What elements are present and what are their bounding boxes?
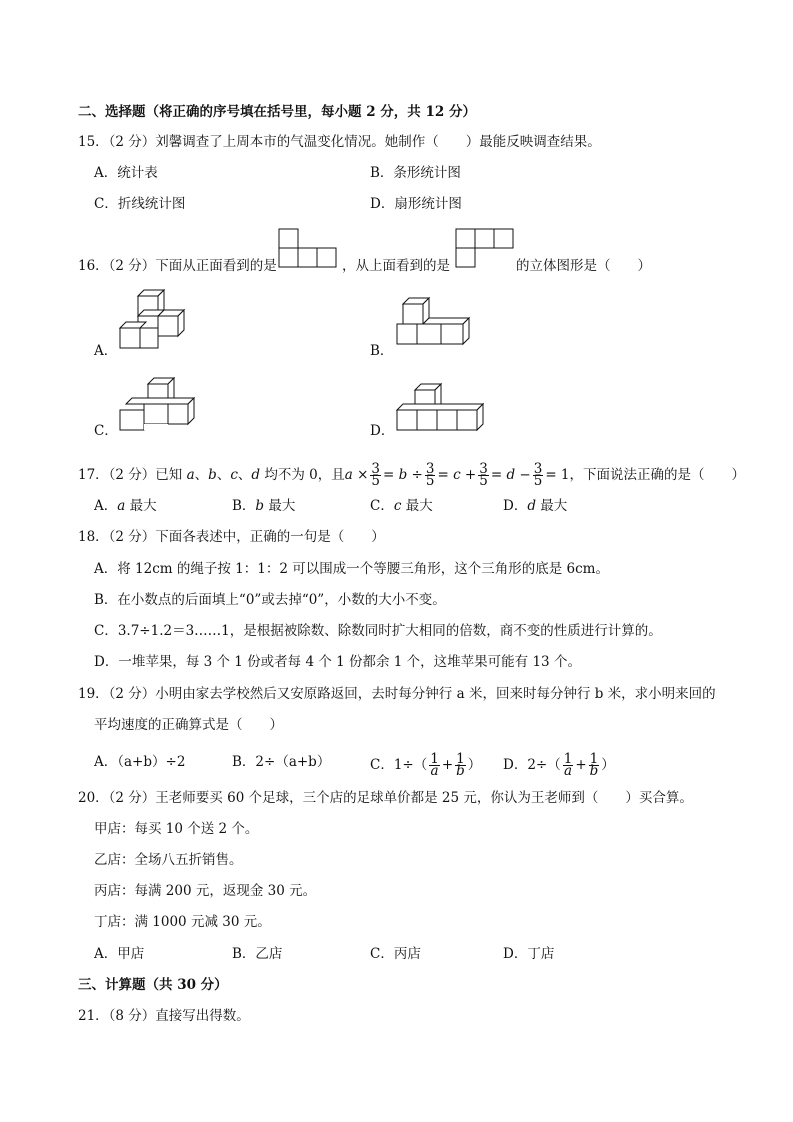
q20-shop-bing: 丙店：每满 200 元，返现金 30 元。	[94, 883, 317, 899]
question-16-stem-part3: 的立体图形是（ ）	[516, 258, 651, 274]
q17-var-a: a	[186, 467, 195, 483]
q15-option-b: B．条形统计图	[370, 165, 461, 181]
q15-option-d: D．扇形统计图	[370, 196, 462, 212]
question-17-stem: 17．（2 分）已知 a、b、c、d 均不为 0，且a × $\frac{3}{5}$ = b ÷ $\frac{3}{5}$ = c + $\frac{3}{5}$ = d − $\frac{3}{5}$ = 1，下面说法正确的是（ ）	[78, 461, 746, 489]
q16-option-c-label: C．	[94, 423, 118, 439]
q17-var-d: d	[251, 467, 261, 483]
q20-option-d: D．丁店	[503, 946, 555, 962]
question-16-stem-part2: ，从上面看到的是	[342, 258, 450, 274]
q16-option-b-cubes	[395, 296, 475, 354]
q20-option-c: C．丙店	[370, 946, 421, 962]
question-16-stem-part1: 16．（2 分）下面从正面看到的是	[78, 258, 277, 274]
question-20-stem: 20．（2 分）王老师要买 60 个足球，三个店的足球单价都是 25 元，你认为王老师到（ ）买合算。	[78, 790, 693, 806]
q17-eq-c: c	[453, 467, 461, 483]
q17-frac-2: $\frac{3}{5}$	[425, 461, 435, 489]
q17-eq-end: = 1，下面说法正确的是（ ）	[545, 467, 746, 483]
q17-option-b: B．b 最大	[232, 498, 296, 514]
q17-option-a: A．a 最大	[94, 498, 157, 514]
question-19-stem-line2: 平均速度的正确算式是（ ）	[94, 717, 283, 733]
q17-option-d: D．d 最大	[503, 498, 568, 514]
q18-option-c: C．3.7÷1.2＝3……1，是根据被除数、除数同时扩大相同的倍数，商不变的性质进行计算的。	[94, 623, 662, 639]
q18-option-a: A．将 12cm 的绳子按 1：1：2 可以围成一个等腰三角形，这个三角形的底是 6cm。	[94, 561, 609, 577]
q19-option-d: D．2÷（ $\frac{1}{a}$ + $\frac{1}{b}$ ）	[503, 751, 615, 779]
question-15-stem: 15．（2 分）刘馨调查了上周本市的气温变化情况。她制作（ ）最能反映调查结果。	[78, 134, 601, 150]
q17-frac-1: $\frac{3}{5}$	[371, 461, 380, 489]
q17-eq-b: b	[398, 467, 408, 483]
q20-option-b: B．乙店	[232, 946, 283, 962]
q16-option-a-cubes	[118, 290, 190, 354]
q17-option-c: C．c 最大	[370, 498, 433, 514]
q16-option-d-cubes	[395, 384, 487, 434]
q16-option-a-label: A．	[94, 343, 118, 359]
q20-shop-yi: 乙店：全场八五折销售。	[94, 852, 243, 868]
q16-option-b-label: B．	[370, 343, 394, 359]
q15-option-c: C．折线统计图	[94, 196, 186, 212]
q17-var-c: c	[230, 467, 238, 483]
q16-option-d-label: D．	[370, 423, 395, 439]
q20-shop-ding: 丁店：满 1000 元减 30 元。	[94, 914, 271, 930]
section-title-calculation: 三、计算题（共 30 分）	[78, 977, 228, 993]
question-19-stem-line1: 19．（2 分）小明由家去学校然后又安原路返回，去时每分钟行 a 米，回来时每分钟行 b 米，求小明来回的	[78, 686, 716, 702]
q17-stem-a: 17．（2 分）已知	[78, 467, 187, 483]
q17-stem-b: 均不为 0，且	[264, 467, 345, 483]
q19-option-a: A．（a+b）÷2	[94, 754, 186, 770]
q20-option-a: A．甲店	[94, 946, 145, 962]
top-view-figure	[456, 229, 518, 269]
q15-option-a: A．统计表	[94, 165, 158, 181]
q17-var-b: b	[208, 467, 217, 483]
q18-option-d: D．一堆苹果，每 3 个 1 份或者每 4 个 1 份都余 1 个，这堆苹果可能有 13 个。	[94, 654, 581, 670]
q18-option-b: B．在小数点的后面填上“0”或去掉“0”，小数的大小不变。	[94, 592, 446, 608]
question-21-stem: 21．（8 分）直接写出得数。	[78, 1008, 250, 1024]
q19-option-c: C．1÷（ $\frac{1}{a}$ + $\frac{1}{b}$ ）	[370, 751, 482, 779]
q16-option-c-cubes	[118, 378, 200, 434]
q19-option-b: B．2÷（a+b）	[232, 754, 331, 770]
q17-eq-d: d	[506, 467, 516, 483]
section-title-choice: 二、选择题（将正确的序号填在括号里，每小题 2 分，共 12 分）	[78, 104, 476, 120]
question-18-stem: 18．（2 分）下面各表述中，正确的一句是（ ）	[78, 529, 385, 545]
q17-eq-a: a	[344, 467, 353, 483]
front-view-figure	[279, 229, 339, 269]
q17-frac-3: $\frac{3}{5}$	[479, 461, 488, 489]
q17-frac-4: $\frac{3}{5}$	[533, 461, 543, 489]
q20-shop-jia: 甲店：每买 10 个送 2 个。	[94, 821, 259, 837]
